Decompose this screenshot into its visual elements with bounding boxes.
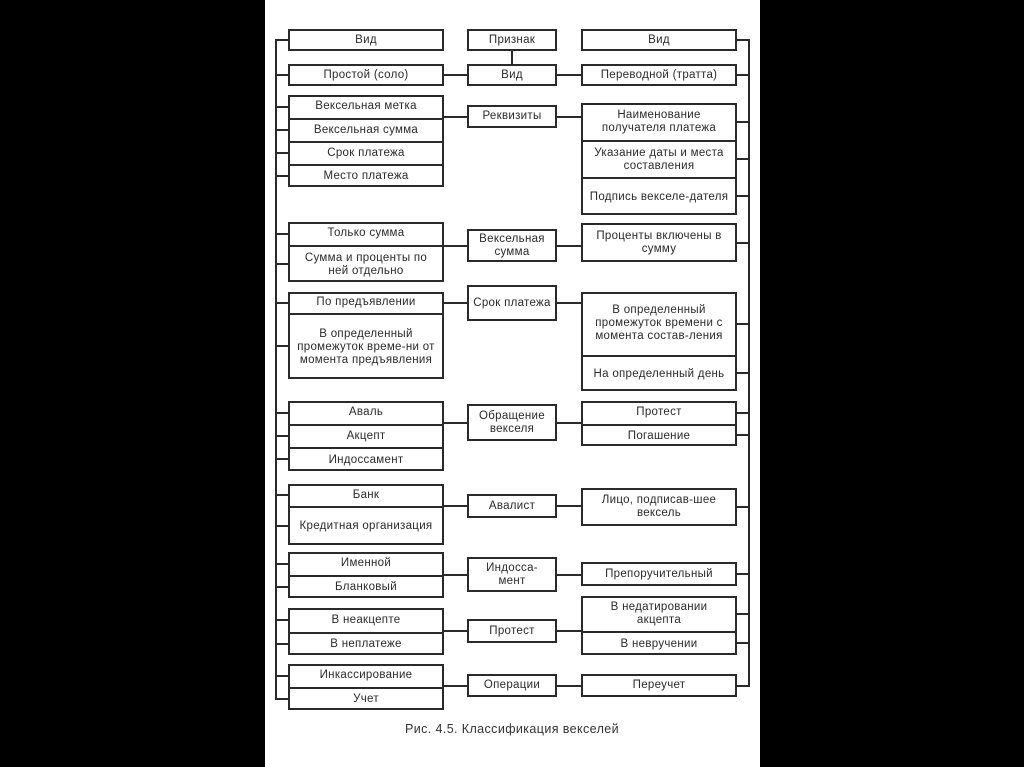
right-box	[581, 674, 737, 697]
connector-line	[557, 574, 581, 576]
left-box-item: Индоссамент	[290, 447, 442, 471]
left-box-item: Кредитная организация	[290, 506, 442, 545]
category-box-item: Операции	[483, 679, 541, 691]
connector-line	[444, 74, 467, 76]
right-box-item: Препоручительный	[605, 567, 713, 580]
left-box	[288, 292, 444, 379]
left-box-item: Простой (соло)	[323, 68, 409, 81]
connector-line	[444, 574, 467, 576]
right-box	[581, 596, 737, 655]
left-box-item: Бланковый	[290, 575, 442, 598]
category-box-item: Реквизиты	[482, 110, 542, 122]
connector-line	[557, 116, 581, 118]
left-box-item: В неакцепте	[331, 613, 401, 626]
left-box-item: Инкассирование	[319, 669, 413, 681]
connector-line	[557, 422, 581, 424]
category-box-item: Срок платежа	[473, 296, 551, 309]
right-box-item: Погашение	[583, 424, 735, 446]
left-box-item: Учет	[290, 687, 442, 710]
connector-line	[444, 505, 467, 507]
header-left-box	[288, 29, 444, 51]
right-box	[581, 64, 737, 86]
left-box-item: Место платежа	[290, 164, 442, 187]
left-box-item: Только сумма	[327, 227, 405, 239]
right-box-item: Подпись векселе-дателя	[583, 177, 735, 215]
category-box	[467, 64, 557, 86]
right-box-item: На определенный день	[583, 355, 735, 391]
category-box-item: Авалист	[488, 499, 536, 512]
rail-tick	[737, 39, 748, 41]
connector-line	[557, 630, 581, 632]
right-box	[581, 103, 737, 215]
left-box-item: Аваль	[348, 406, 384, 418]
category-box	[467, 229, 557, 262]
right-box	[581, 223, 737, 262]
left-box-item: Именной	[340, 557, 392, 569]
right-box-item: Переучет	[632, 679, 686, 691]
header-center-box	[467, 29, 557, 51]
category-box	[467, 105, 557, 128]
left-box	[288, 401, 444, 471]
category-box-item: Индосса-мент	[486, 561, 538, 587]
header-right-box-item: Вид	[648, 33, 670, 46]
connector-line	[557, 74, 581, 76]
left-box-item: Вексельная метка	[315, 100, 417, 112]
category-box	[467, 404, 557, 441]
left-box-item: Срок платежа	[290, 141, 442, 164]
connector-line	[557, 505, 581, 507]
right-box-item: Проценты включены в сумму	[596, 229, 722, 255]
left-box	[288, 95, 444, 187]
right-box-item: В недатировании акцепта	[610, 600, 708, 626]
header-right-box	[581, 29, 737, 51]
left-box-item: Вексельная сумма	[290, 118, 442, 141]
left-box-item: Акцепт	[290, 424, 442, 447]
right-box-item: В невручении	[583, 631, 735, 655]
connector-line	[444, 302, 467, 304]
right-box-item: Протест	[636, 406, 682, 418]
right-box-item: Указание даты и места составления	[583, 140, 735, 177]
connector-line	[557, 302, 581, 304]
category-box	[467, 557, 557, 592]
connector-line	[557, 245, 581, 247]
connector-line	[557, 685, 581, 687]
connector-line	[444, 630, 467, 632]
left-box-item: В определенный промежуток време-ни от момента предъявления	[290, 313, 442, 379]
left-rail	[275, 39, 277, 700]
right-box-item: В определенный промежуток времени с момента состав-ления	[595, 304, 723, 342]
header-connector	[511, 51, 513, 64]
connector-line	[444, 116, 467, 118]
left-box-item: Банк	[352, 488, 380, 501]
right-rail	[748, 39, 750, 687]
header-left-box-item: Вид	[355, 33, 377, 46]
right-box-item: Наименование получателя платежа	[601, 108, 717, 134]
header-center-box-item: Признак	[488, 33, 536, 46]
left-box-item: Сумма и проценты по ней отдельно	[290, 245, 442, 282]
category-box-item: Вексельная сумма	[479, 232, 545, 258]
right-box	[581, 488, 737, 526]
left-box-item: В неплатеже	[290, 632, 442, 655]
category-box	[467, 285, 557, 321]
right-box	[581, 401, 737, 446]
category-box	[467, 674, 557, 697]
left-box	[288, 222, 444, 282]
category-box	[467, 619, 557, 643]
right-box	[581, 292, 737, 391]
connector-line	[444, 245, 467, 247]
right-box-item: Переводной (тратта)	[600, 68, 718, 81]
left-box	[288, 664, 444, 710]
left-box	[288, 484, 444, 545]
left-box	[288, 64, 444, 86]
right-box	[581, 562, 737, 586]
right-box-item: Лицо, подписав-шее вексель	[601, 494, 717, 519]
left-box	[288, 552, 444, 598]
category-box-item: Протест	[489, 624, 535, 637]
connector-line	[444, 422, 467, 424]
category-box-item: Обращение векселя	[479, 409, 545, 435]
figure-caption: Рис. 4.5. Классификация векселей	[404, 722, 620, 736]
category-box	[467, 494, 557, 518]
left-box	[288, 608, 444, 655]
left-box-item: По предъявлении	[316, 296, 416, 308]
connector-line	[444, 685, 467, 687]
category-box-item: Вид	[501, 68, 523, 81]
